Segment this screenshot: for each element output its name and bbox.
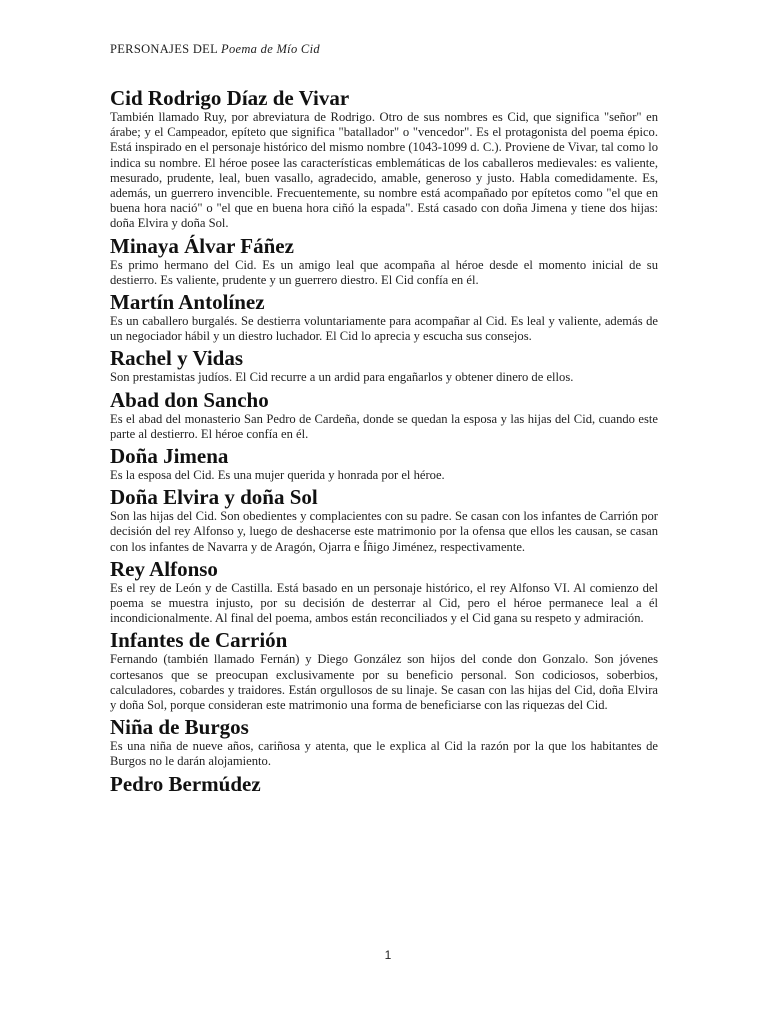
character-description: Es el abad del monasterio San Pedro de Cardeña, donde se quedan la esposa y las hijas del Cid, cuando este parte al destierro. El héroe confía en él. [110, 411, 658, 441]
character-entry-infantes [110, 628, 658, 713]
page-number: 1 [384, 948, 392, 962]
character-name: Cid Rodrigo Díaz de Vivar [110, 86, 350, 110]
character-name: Abad don Sancho [110, 387, 269, 412]
character-name: Doña Jimena [110, 444, 229, 469]
character-name: Niña de Burgos [110, 715, 249, 740]
character-name: Rey Alfonso [110, 556, 218, 581]
character-entry-jimena [110, 444, 658, 483]
character-entry-alfonso [110, 557, 658, 627]
character-entry-nina [110, 715, 658, 769]
character-entry-abad [110, 388, 658, 442]
character-description: Fernando (también llamado Fernán) y Diego González son hijos del conde don Gonzalo. Son jóvenes cortesanos que se preocupan exclusivamente por su beneficio personal. Son codiciosos, soberbios, calculadores, cobardes y traidores. Están orgullosos de su linaje. Se casan con las hijas del Cid, doña Elvira y doña Sol, porque consideran este matrimonio una forma de beneficiarse con las riquezas del Cid. [110, 652, 658, 713]
character-name: Infantes de Carrión [110, 628, 288, 653]
character-entry-minaya [110, 234, 658, 288]
header-poem-title: Poema de Mío Cid [221, 42, 320, 56]
character-description: Son prestamistas judíos. El Cid recurre a un ardid para engañarlos y obtener dinero de ellos. [110, 370, 574, 385]
character-description: Es el rey de León y de Castilla. Está basado en un personaje histórico, el rey Alfonso VI. Al comienzo del poema se muestra injusto, por su decisión de desterrar al Cid, pero el héroe permanece leal a él incondicionalmente. Al final del poema, ambos están reconciliados y el Cid gana su respeto y admiración. [110, 580, 658, 626]
character-description: Es un caballero burgalés. Se destierra voluntariamente para acompañar al Cid. Es leal y valiente, además de un negociador hábil y un diestro luchador. El Cid lo aprecia y escucha sus consejos. [110, 314, 658, 344]
character-entry-elvira-sol [110, 485, 658, 555]
character-description: Es primo hermano del Cid. Es un amigo leal que acompaña al héroe desde el momento inicial de su destierro. Es valiente, prudente y un guerrero diestro. El Cid confía en él. [110, 257, 658, 287]
character-description: Es la esposa del Cid. Es una mujer querida y honrada por el héroe. [110, 468, 445, 483]
character-name: Martín Antolínez [110, 290, 265, 315]
header-prefix: PERSONAJES DEL [110, 42, 218, 56]
character-name: Minaya Álvar Fáñez [110, 233, 294, 258]
document-page [110, 0, 658, 1024]
character-entry-rachel-vidas [110, 346, 658, 385]
character-name: Doña Elvira y doña Sol [110, 485, 318, 510]
character-name: Rachel y Vidas [110, 346, 244, 371]
character-entry-cid [110, 86, 658, 232]
character-description: Son las hijas del Cid. Son obedientes y complacientes con su padre. Se casan con los infantes de Carrión por decisión del rey Alfonso y, luego de deshacerse este matrimonio por la ofensa que ellos les causan, se casan con los infantes de Navarra y de Aragón, Ojarra e Íñigo Jiménez, respectivamente. [110, 509, 658, 554]
running-header [110, 42, 320, 57]
character-entry-pedro [110, 772, 658, 796]
character-name: Pedro Bermúdez [110, 771, 261, 796]
character-entry-martin [110, 290, 658, 344]
character-description: Es una niña de nueve años, cariñosa y atenta, que le explica al Cid la razón por la que los habitantes de Burgos no le darán alojamiento. [110, 739, 658, 769]
character-list [110, 86, 658, 796]
character-description: También llamado Ruy, por abreviatura de Rodrigo. Otro de sus nombres es Cid, que significa "señor" en árabe; y el Campeador, epíteto que significa "batallador" o "vencedor". Es el protagonista del poema épico. Está inspirado en el personaje histórico del mismo nombre (1043-1099 d. C.). Proviene de Vivar, tal como lo indica su nombre. El héroe posee las características emblemáticas de los caballeros medievales: es valiente, mesurado, prudente, leal, buen vasallo, agradecido, amable, generoso y justo. Habla comedidamente. Es, además, un guerrero invencible. Frecuentemente, su nombre está acompañado por epítetos como "el que en buena hora nació" o "el que en buena hora ciñó la espada". Está casado con doña Jimena y tiene dos hijas: doña Elvira y doña Sol. [110, 110, 658, 231]
